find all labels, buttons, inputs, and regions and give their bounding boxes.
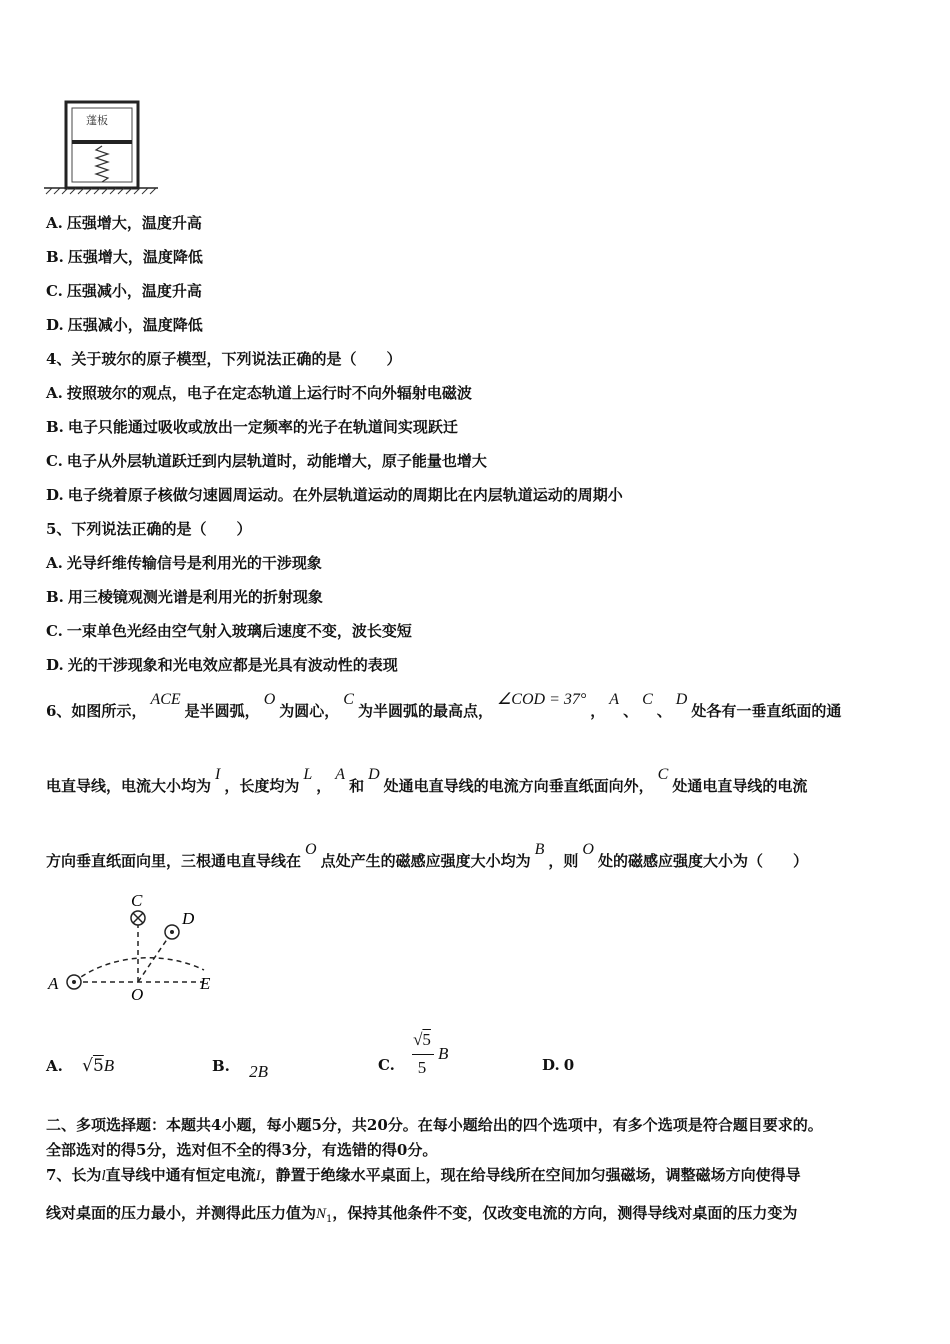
semicircle-arc <box>74 958 204 982</box>
q5-stem: 5、下列说法正确的是（ ） <box>46 520 252 538</box>
q6-line-1: 6、如图所示，ACE是半圆弧，O为圆心，C为半圆弧的最高点，∠COD = 37°，A、C、D处各有一垂直纸面的通 <box>46 691 842 720</box>
figure1-label: 蓬板 <box>86 115 108 127</box>
q7-line-1: 7、长为l直导线中通有恒定电流I，静置于绝缘水平桌面上，现在给导线所在空间加匀强磁场，调整磁场方向使得导 <box>46 1166 801 1184</box>
section2-line-2: 全部选对的得5分，选对但不全的得3分，有选错的得0分。 <box>46 1141 438 1159</box>
q6-option-a: A. √5B <box>46 1056 115 1076</box>
q4-option-c: C. 电子从外层轨道跃迁到内层轨道时，动能增大，原子能量也增大 <box>46 452 487 470</box>
q4-option-d: D. 电子绕着原子核做匀速圆周运动。在外层轨道运动的周期比在内层轨道运动的周期小 <box>46 486 623 504</box>
od-line <box>138 932 172 982</box>
q4-stem: 4、关于玻尔的原子模型，下列说法正确的是（ ） <box>46 350 402 368</box>
q3-option-c: C. 压强减小，温度升高 <box>46 282 202 300</box>
label-e: E <box>200 974 211 993</box>
wire-d-out-icon <box>165 925 179 939</box>
q6-line-3: 方向垂直纸面向里，三根通电直导线在O点处产生的磁感应强度大小均为B，则O处的磁感应强度大小为（ ） <box>46 841 808 870</box>
q7-line-2: 线对桌面的压力最小，并测得此压力值为$N_1$，保持其他条件不变，仅改变电流的方向，测得导线对桌面的压力变为 <box>46 1204 798 1225</box>
q3-option-b: B. 压强增大，温度降低 <box>46 248 203 266</box>
q6-option-d: D. 0 <box>542 1056 575 1074</box>
label-a: A <box>48 974 59 993</box>
label-c: C <box>131 891 143 910</box>
q6-line-2: 电直导线，电流大小均为I，长度均为L，A和D处通电直导线的电流方向垂直纸面向外，C处通电直导线的电流 <box>46 766 808 795</box>
q5-option-c: C. 一束单色光经由空气射入玻璃后速度不变，波长变短 <box>46 622 412 640</box>
wire-a-out-icon <box>67 975 81 989</box>
spring <box>96 146 108 182</box>
piston-figure <box>42 98 162 198</box>
q3-option-a: A. 压强增大，温度升高 <box>46 214 202 232</box>
q3-option-d: D. 压强减小，温度降低 <box>46 316 203 334</box>
semicircle-figure <box>40 890 230 1005</box>
label-o: O <box>131 985 144 1004</box>
q5-option-b: B. 用三棱镜观测光谱是利用光的折射现象 <box>46 588 323 606</box>
q4-option-a: A. 按照玻尔的观点，电子在定态轨道上运行时不向外辐射电磁波 <box>46 384 472 402</box>
q4-option-b: B. 电子只能通过吸收或放出一定频率的光子在轨道间实现跃迁 <box>46 418 458 436</box>
label-d: D <box>182 909 195 928</box>
q5-option-a: A. 光导纤维传输信号是利用光的干涉现象 <box>46 554 322 572</box>
q6-option-b: B. 2B <box>212 1057 269 1081</box>
section2-line-1: 二、多项选择题：本题共4小题，每小题5分，共20分。在每小题给出的四个选项中，有多个选项是符合题目要求的。 <box>46 1116 823 1134</box>
q5-option-d: D. 光的干涉现象和光电效应都是光具有波动性的表现 <box>46 656 398 674</box>
wire-c-in-icon <box>131 911 145 925</box>
q6-option-c: C. <box>378 1056 395 1074</box>
